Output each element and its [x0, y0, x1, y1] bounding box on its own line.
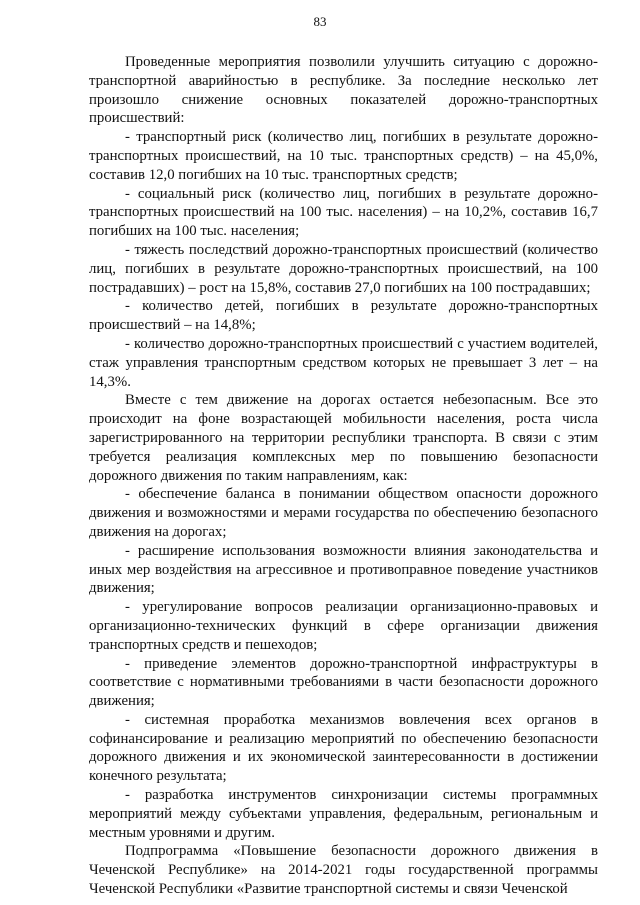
list-item-social-risk: - социальный риск (количество лиц, погибших в результате дорожно-транспортных происшествий на 100 тыс. населения) – на 10,2%, составив 16,7 погибших на 100 тыс. населения; [89, 185, 598, 240]
paragraph-subprogram: Подпрограмма «Повышение безопасности дорожного движения в Чеченской Республике» на 2014-2021 годы государственной программы Чеченской Республики «Развитие транспортной системы и связи Чеченской [89, 843, 598, 898]
body-text [89, 53, 598, 899]
paragraph-intro: Проведенные мероприятия позволили улучшить ситуацию с дорожно-транспортной аварийностью в республике. За последние несколько лет произошло снижение основных показателей дорожно-транспортных происшествий: [89, 54, 598, 127]
list-item-legislation: - расширение использования возможности влияния законодательства и иных мер воздействия на агрессивное и противоправное поведение участников движения; [89, 542, 598, 597]
list-item-severity: - тяжесть последствий дорожно-транспортных происшествий (количество лиц, погибших в результате дорожно-транспортных происшествий, на 100 пострадавших) – рост на 15,8%, составив 27,0 погибших на 100 пострадавших; [89, 241, 598, 296]
list-item-children: - количество детей, погибших в результате дорожно-транспортных происшествий – на 14,8%; [89, 298, 598, 334]
list-item-infrastructure: - приведение элементов дорожно-транспортной инфраструктуры в соответствие с нормативными требованиями в части безопасности дорожного движения; [89, 655, 598, 710]
list-item-transport-risk: - транспортный риск (количество лиц, погибших в результате дорожно-транспортных происшествий, на 10 тыс. транспортных средств) – на 45,0%, составив 12,0 погибших на 10 тыс. транспортных средств; [89, 129, 598, 183]
paragraph-measures-intro: Вместе с тем движение на дорогах остается небезопасным. Все это происходит на фоне возрастающей мобильности населения, роста числа зарегистрированного на территории республики транспорта. В связи с этим требуется реализация комплексных мер по повышению безопасности дорожного движения по таким направлениям, как: [89, 392, 598, 484]
list-item-balance: - обеспечение баланса в понимании обществом опасности дорожного движения и возможностями и мерами государства по обеспечению безопасного движения на дорогах; [89, 486, 598, 540]
page-number: 83 [313, 14, 327, 29]
list-item-synchronization: - разработка инструментов синхронизации системы программных мероприятий между субъектами управления, федеральным, региональным и местным уровнями и другим. [89, 787, 598, 841]
list-item-cofinancing: - системная проработка механизмов вовлечения всех органов в софинансирование и реализацию мероприятий по обеспечению безопасности дорожного движения и их экономической заинтересованности в достижении конечного результата; [89, 711, 598, 785]
list-item-novice-drivers: - количество дорожно-транспортных происшествий с участием водителей, стаж управления транспортным средством которых не превышает 3 лет – на 14,3%. [89, 335, 598, 390]
list-item-regulation: - урегулирование вопросов реализации организационно-правовых и организационно-технических функций в сфере организации движения транспортных средств и пешеходов; [89, 599, 598, 653]
